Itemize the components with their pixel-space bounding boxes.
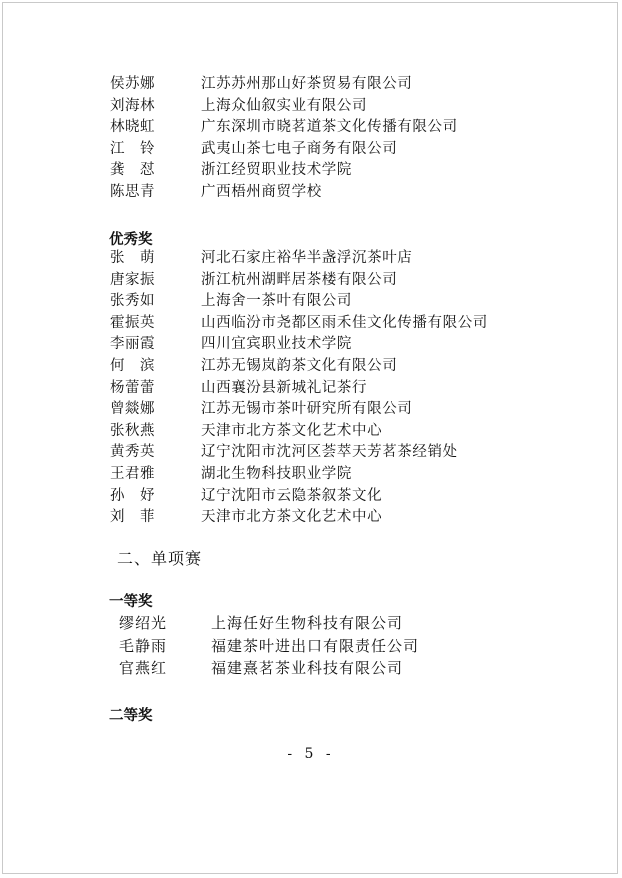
winner-name: 侯苏娜 <box>110 76 155 92</box>
winner-name: 刘 菲 <box>110 509 155 526</box>
award-entry-row <box>0 464 622 486</box>
section-two-title: 二、单项赛 <box>117 549 203 568</box>
winner-name: 毛静雨 <box>119 636 168 655</box>
award-entry-row <box>0 507 622 529</box>
award-entry-row <box>0 486 622 508</box>
winner-organization: 天津市北方茶文化艺术中心 <box>201 422 383 439</box>
first-prize-list <box>0 612 622 680</box>
winner-organization: 广东深圳市晓茗道茶文化传播有限公司 <box>201 119 458 136</box>
winner-organization: 浙江经贸职业技术学院 <box>201 162 352 179</box>
excellence-award-heading: 优秀奖 <box>109 231 153 248</box>
winner-name: 江 铃 <box>110 140 155 157</box>
winner-organization: 辽宁沈阳市云隐茶叙茶文化 <box>201 487 383 504</box>
winner-name: 张秀如 <box>110 293 155 310</box>
winner-organization: 山西襄汾县新城礼记茶行 <box>201 379 368 396</box>
award-entry-row <box>0 182 622 204</box>
winner-name: 霍振英 <box>110 314 155 331</box>
page-number: - 5 - <box>287 746 335 762</box>
winner-organization: 武夷山茶七电子商务有限公司 <box>201 140 398 157</box>
award-entry-row <box>0 612 622 635</box>
award-entry-row <box>0 334 622 356</box>
winner-organization: 河北石家庄裕华半盏浮沉茶叶店 <box>201 250 413 266</box>
winner-name: 黄秀英 <box>110 444 155 461</box>
winner-organization: 山西临汾市尧都区雨禾佳文化传播有限公司 <box>201 314 488 331</box>
winner-name: 杨蕾蕾 <box>110 379 155 396</box>
winner-name: 唐家振 <box>110 271 155 288</box>
winner-organization: 福建熹茗茶业科技有限公司 <box>211 659 404 677</box>
award-entry-row <box>0 117 622 139</box>
award-entry-row <box>0 74 622 96</box>
winner-organization: 上海任好生物科技有限公司 <box>211 614 404 632</box>
winner-organization: 四川宜宾职业技术学院 <box>201 336 352 353</box>
award-entry-row <box>0 378 622 400</box>
winner-name: 何 滨 <box>110 357 155 374</box>
winner-organization: 上海众仙叙实业有限公司 <box>201 97 368 114</box>
award-entry-row <box>0 442 622 464</box>
winner-organization: 广西梧州商贸学校 <box>201 183 322 200</box>
winner-organization: 辽宁沈阳市沈河区荟萃天芳茗茶经销处 <box>201 444 458 461</box>
winner-name: 陈思青 <box>110 183 155 200</box>
winner-organization: 浙江杭州湖畔居茶楼有限公司 <box>201 271 398 288</box>
winner-organization: 江苏无锡市茶叶研究所有限公司 <box>201 401 413 418</box>
award-entry-row <box>0 96 622 118</box>
winner-organization: 天津市北方茶文化艺术中心 <box>201 509 383 526</box>
first-prize-heading: 一等奖 <box>109 593 153 610</box>
award-entry-row <box>0 399 622 421</box>
winner-name: 张秋燕 <box>110 422 155 439</box>
award-entry-row <box>0 291 622 313</box>
award-entry-row <box>0 160 622 182</box>
winner-organization: 上海舍一茶叶有限公司 <box>201 293 352 310</box>
excellence-award-list <box>0 248 622 529</box>
winner-name: 林晓虹 <box>110 119 155 136</box>
award-entry-row <box>0 248 622 270</box>
award-entry-row <box>0 139 622 161</box>
continued-award-list <box>0 74 622 204</box>
winner-name: 孙 妤 <box>110 487 155 504</box>
award-entry-row <box>0 657 622 680</box>
award-entry-row <box>0 421 622 443</box>
second-prize-heading: 二等奖 <box>109 707 153 724</box>
winner-organization: 江苏无锡岚韵茶文化有限公司 <box>201 357 398 374</box>
winner-organization: 福建茶叶进出口有限责任公司 <box>211 636 420 655</box>
winner-organization: 江苏苏州那山好茶贸易有限公司 <box>201 76 413 92</box>
winner-name: 官燕红 <box>119 659 168 677</box>
award-entry-row <box>0 635 622 658</box>
winner-organization: 湖北生物科技职业学院 <box>201 465 352 482</box>
winner-name: 张 萌 <box>110 250 155 266</box>
winner-name: 缪绍光 <box>119 614 168 632</box>
winner-name: 龚 怼 <box>110 162 155 179</box>
award-entry-row <box>0 270 622 292</box>
winner-name: 曾燚娜 <box>110 401 155 418</box>
award-entry-row <box>0 356 622 378</box>
winner-name: 王君雅 <box>110 465 155 482</box>
winner-name: 刘海林 <box>110 97 155 114</box>
winner-name: 李丽霞 <box>110 336 155 353</box>
award-entry-row <box>0 313 622 335</box>
